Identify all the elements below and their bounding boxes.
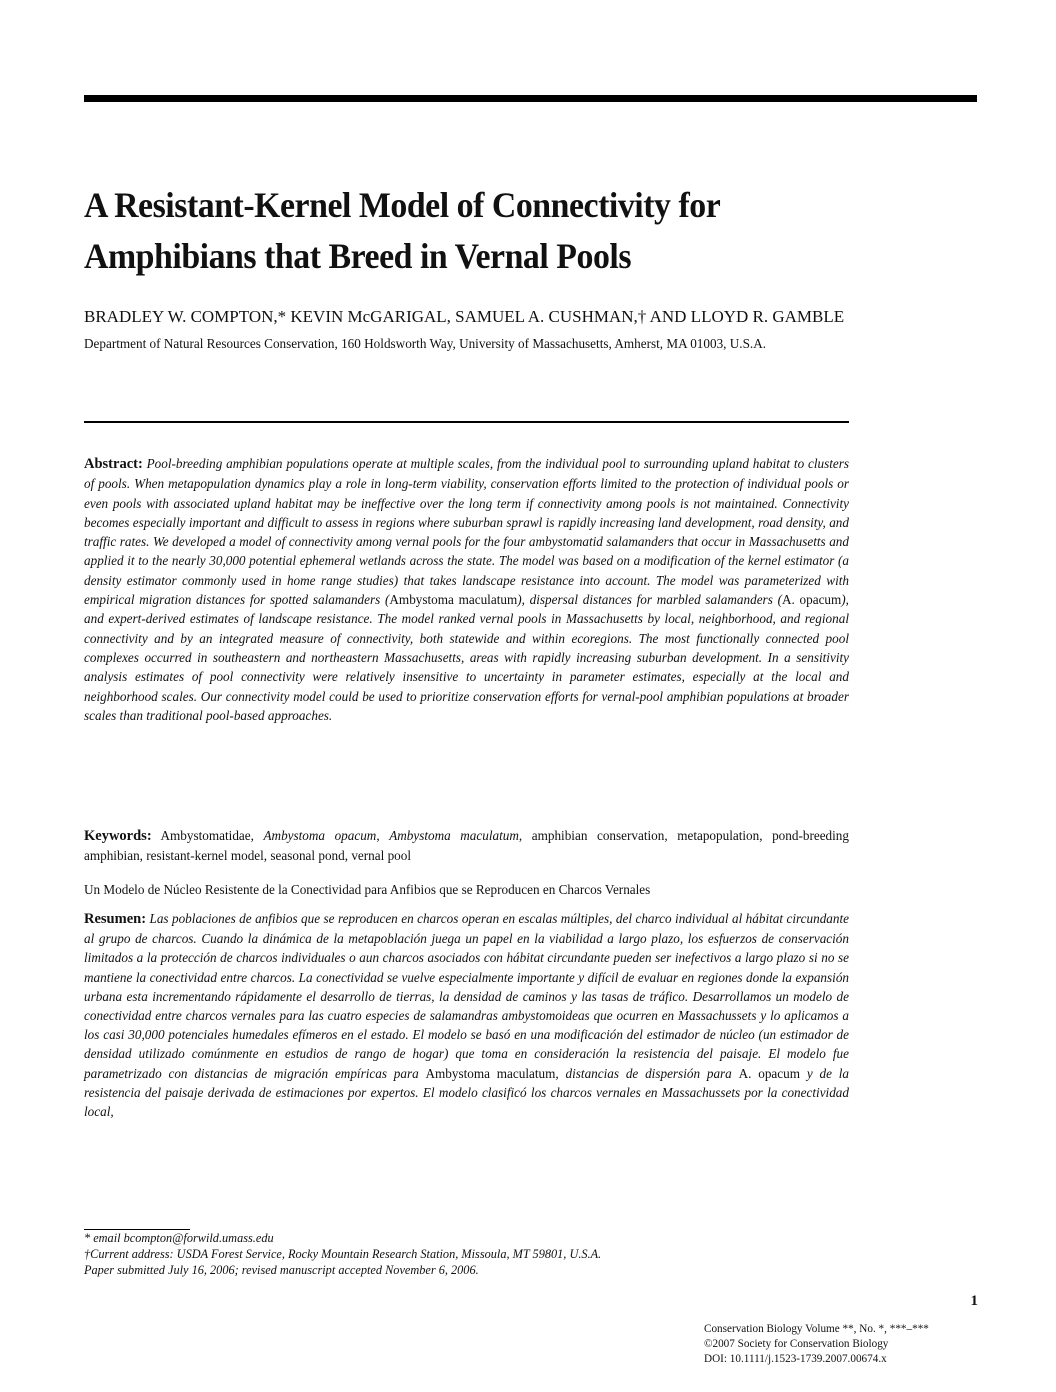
abstract-text-2: ), dispersal distances for marbled salamanders ( (517, 592, 782, 608)
keywords-text-1: Ambystomatidae, (160, 828, 254, 843)
keywords-sep: , (376, 828, 380, 843)
footnote-email: * email bcompton@forwild.umass.edu (84, 1231, 274, 1245)
keywords-species-1: Ambystoma opacum (263, 828, 377, 843)
resumen-text-3: y de la resistencia del paisaje derivada de estimaciones por expertos. El modelo clasificó los charcos vernales en Massachussets por la conectividad local, (84, 1065, 850, 1120)
journal-info (704, 1322, 974, 1367)
footnotes (84, 1230, 784, 1278)
abstract-text-1: Pool-breeding amphibian populations operate at multiple scales, from the individual pool to surrounding upland habitat to clusters of pools. When metapopulation dynamics play a role in long-term viability, conservation efforts limited to the protection of individual pools or even pools with associated upland habitat may be ineffective over the long term if connectivity among pools is not maintained. Connectivity becomes especially important and difficult to assess in regions where suburban sprawl is rapidly increasing land development, road density, and traffic rates. We developed a model of connectivity among vernal pools for the four ambystomatid salamanders that occur in Massachusetts and applied it to the nearly 30,000 potential ephemeral wetlands across the state. The model was based on a modification of the kernel estimator (a density estimator commonly used in home range studies) that takes landscape resistance into account. The model was parameterized with empirical migration distances for spotted salamanders ( (84, 456, 849, 608)
section-rule (84, 421, 849, 423)
resumen-label: Resumen: (84, 911, 147, 927)
title-line-1: A Resistant-Kernel Model of Connectivity for (84, 185, 721, 225)
abstract-label: Abstract: (84, 456, 143, 472)
journal-copyright: ©2007 Society for Conservation Biology (704, 1338, 889, 1350)
keywords-text-2: , amphibian conservation, metapopulation, pond-breeding amphibian, resistant-kernel model, seasonal pond, vernal pool (84, 828, 849, 864)
top-rule (84, 95, 977, 102)
footnote-address: †Current address: USDA Forest Service, Rocky Mountain Research Station, Missoula, MT 59801, U.S.A. (84, 1247, 602, 1261)
keywords-species-2: Ambystoma maculatum (389, 828, 519, 843)
resumen-text-1: Las poblaciones de anfibios que se reproducen en charcos operan en escalas múltiples, del charco individual al hábitat circundante al grupo de charcos. Cuando la dinámica de la metapoblación juega un papel en la viabilidad a largo plazo, los esfuerzos de conservación limitados a la protección de charcos individuales o aun charcos asociados con hábitat circundante pueden ser inefectivos a largo plazo si no se mantiene la conectividad entre charcos. La conectividad se vuelve especialmente importante y difícil de evaluar en regiones donde la expansión urbana esta incrementando rápidamente el desarrollo de tierras, la densidad de caminos y las tasas de tráfico. Desarrollamos un modelo de conectividad entre charcos vernales para las cuatro especies de salamandras ambystomoideas que ocurren en Massachussets y lo aplicamos a los casi 30,000 potenciales humedales efímeros en el estado. El modelo se basó en una modificación del estimador de núcleo (un estimador de densidad utilizado comúnmente en estudios de rango de hogar) que toma en consideración la resistencia del paisaje. El modelo fue parametrizado con distancias de migración empíricas para (84, 911, 849, 1081)
resumen-species-2: A. opacum (738, 1065, 800, 1081)
abstract-species-1: Ambystoma maculatum (389, 592, 518, 608)
resumen (84, 909, 849, 1121)
journal-citation: Conservation Biology Volume **, No. *, ***–*** (704, 1323, 929, 1335)
abstract-species-2: A. opacum (781, 592, 842, 608)
keywords-label: Keywords: (84, 828, 152, 844)
title-line-2: Amphibians that Breed in Vernal Pools (84, 236, 632, 276)
abstract-text-3: ), and expert-derived estimates of landscape resistance. The model ranked vernal pools in Massachusetts by local, neighborhood, and regional connectivity and by an integrated measure of connectivity, both statewide and within ecoregions. The most functionally connected pool complexes occurred in southeastern and northeastern Massachusetts, areas with rapidly increasing suburban development. In a sensitivity analysis estimates of pool connectivity were relatively insensitive to uncertainty in parameter estimates, especially at the local and neighborhood scales. Our connectivity model could be used to prioritize conservation efforts for vernal-pool amphibian populations at broader scales than traditional pool-based approaches. (84, 592, 849, 723)
page-number: 1 (970, 1293, 978, 1309)
abstract (84, 454, 849, 725)
keywords (84, 826, 849, 866)
author-list: BRADLEY W. COMPTON,* KEVIN McGARIGAL, SAMUEL A. CUSHMAN,† AND LLOYD R. GAMBLE (84, 307, 845, 326)
resumen-species-1: Ambystoma maculatum (425, 1065, 556, 1081)
paper-title (84, 180, 923, 282)
spanish-title: Un Modelo de Núcleo Resistente de la Conectividad para Anfibios que se Reproducen en Charcos Vernales (84, 882, 651, 897)
journal-doi: DOI: 10.1111/j.1523-1739.2007.00674.x (704, 1353, 887, 1365)
affiliation: Department of Natural Resources Conservation, 160 Holdsworth Way, University of Massachusetts, Amherst, MA 01003, U.S.A. (84, 336, 767, 351)
footnote-submitted: Paper submitted July 16, 2006; revised manuscript accepted November 6, 2006. (84, 1263, 479, 1277)
resumen-text-2: , distancias de dispersión para (555, 1065, 732, 1081)
